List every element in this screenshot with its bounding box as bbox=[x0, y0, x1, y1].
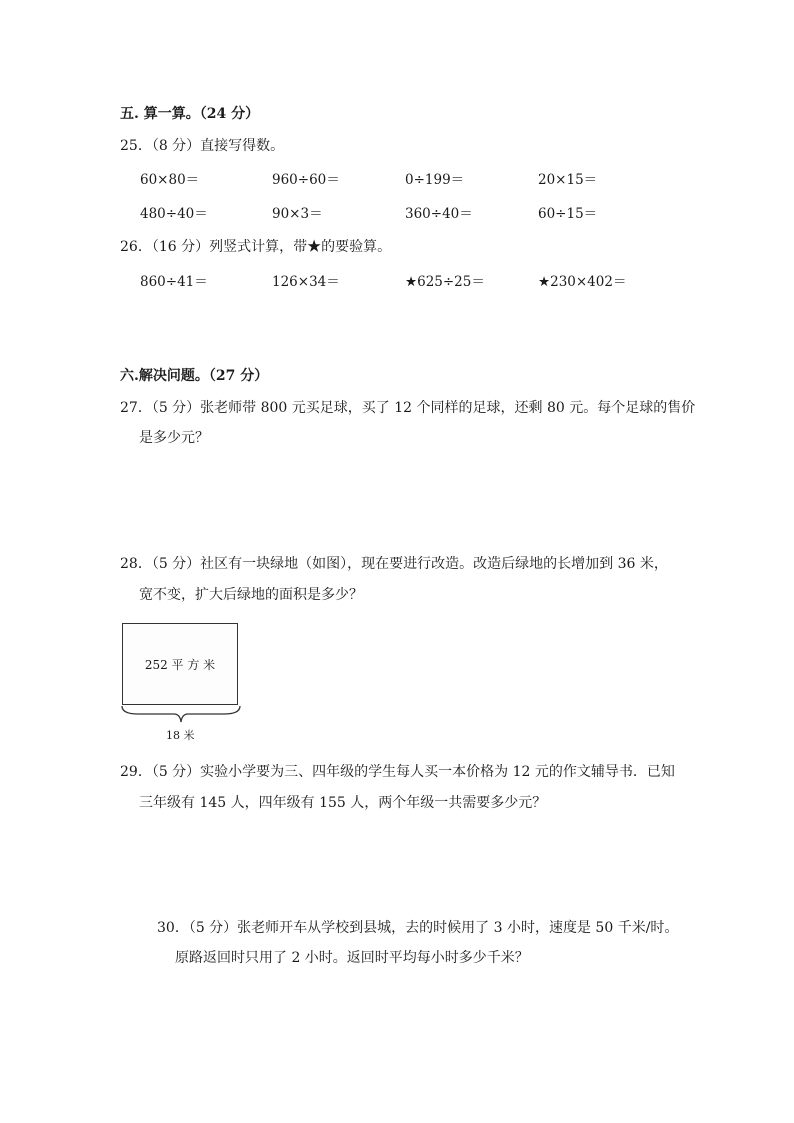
area-label: 252 平 方 米 bbox=[144, 658, 216, 672]
question-26-text: 26．（16 分）列竖式计算，带★的要验算。 bbox=[120, 239, 392, 255]
width-label: 18 米 bbox=[166, 729, 195, 742]
question-27-line1: 27．（5 分）张老师带 800 元买足球，买了 12 个同样的足球，还剩 80 元。每个足球的售价 bbox=[120, 400, 696, 416]
calc-item: ★625÷25＝ bbox=[405, 274, 485, 290]
question-28-line2: 宽不变，扩大后绿地的面积是多少？ bbox=[139, 587, 363, 603]
calc-item: 90×3＝ bbox=[272, 206, 323, 222]
calc-item: 126×34＝ bbox=[272, 274, 340, 290]
calc-item: 60×80＝ bbox=[140, 172, 200, 188]
question-29-line2: 三年级有 145 人，四年级有 155 人，两个年级一共需要多少元？ bbox=[139, 795, 547, 811]
question-27-line2: 是多少元？ bbox=[139, 430, 209, 446]
question-28-line1: 28．（5 分）社区有一块绿地（如图），现在要进行改造。改造后绿地的长增加到 36 米， bbox=[120, 556, 668, 572]
question-30-line2: 原路返回时只用了 2 小时。返回时平均每小时多少千米？ bbox=[175, 950, 529, 966]
calc-item: 20×15＝ bbox=[538, 172, 598, 188]
calc-item: ★230×402＝ bbox=[538, 274, 627, 290]
width-brace-icon bbox=[118, 704, 244, 728]
calc-item: 960÷60＝ bbox=[272, 172, 340, 188]
calc-item: 360÷40＝ bbox=[405, 206, 473, 222]
question-30-line1: 30．（5 分）张老师开车从学校到县城，去的时候用了 3 小时，速度是 50 千米/时。 bbox=[157, 920, 679, 936]
green-area-rectangle bbox=[122, 623, 238, 705]
section-5-heading: 五. 算一算。（24 分） bbox=[120, 106, 260, 122]
calc-item: 60÷15＝ bbox=[538, 206, 598, 222]
calc-item: 480÷40＝ bbox=[140, 206, 208, 222]
question-25-text: 25．（8 分）直接写得数。 bbox=[120, 138, 285, 154]
calc-item: 0÷199＝ bbox=[405, 172, 465, 188]
calc-item: 860÷41＝ bbox=[140, 274, 208, 290]
section-6-heading: 六.解决问题。（27 分） bbox=[120, 368, 269, 384]
question-29-line1: 29．（5 分）实验小学要为三、四年级的学生每人买一本价格为 12 元的作文辅导书．已知 bbox=[120, 764, 675, 780]
